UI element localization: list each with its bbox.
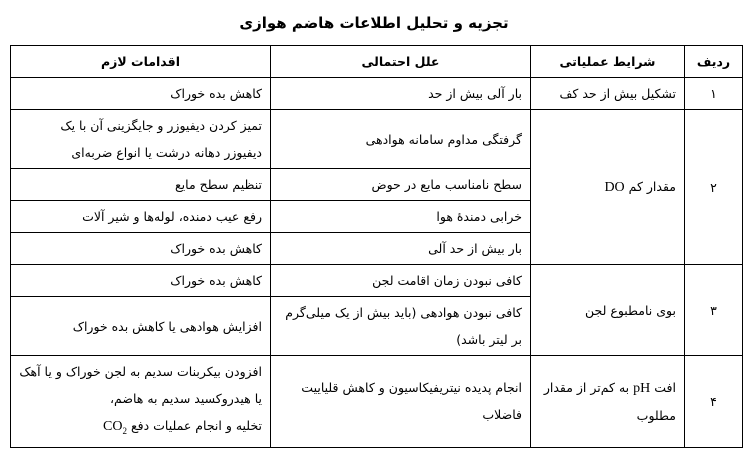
cause-cell: کافی نبودن زمان اقامت لجن — [271, 265, 531, 297]
table-row — [11, 265, 743, 297]
condition-text-a: افت — [654, 379, 676, 395]
cause-cell: بار بیش از حد آلی — [271, 233, 531, 265]
condition-text: مقدار کم — [628, 179, 676, 194]
table-row — [11, 110, 743, 169]
header-conditions: شرایط عملیاتی — [531, 46, 685, 78]
condition-cell: بوی نامطبوع لجن — [531, 265, 685, 356]
header-row — [11, 46, 743, 78]
condition-text-b: به کم‌تر از مقدار مطلوب — [543, 379, 676, 423]
row-number: ۳ — [685, 265, 743, 356]
row-number: ۱ — [685, 78, 743, 110]
row-number: ۲ — [685, 110, 743, 265]
header-causes: علل احتمالی — [271, 46, 531, 78]
action-cell: تمیز کردن دیفیوزر و جایگزینی آن با یک دیفیوزر دهانه درشت یا انواع ضربه‌ای — [11, 110, 271, 169]
action-text: تخلیه و انجام عملیات دفع — [130, 418, 262, 433]
action-cell: تنظیم سطح مایع — [11, 169, 271, 201]
action-line: افزودن بیکربنات سدیم به لجن خوراک و یا آهک یا هیدروکسید سدیم به هاضم، — [19, 364, 262, 406]
cause-cell: خرابی دمندهٔ هوا — [271, 201, 531, 233]
co2-text: CO — [103, 419, 123, 434]
cause-cell: گرفتگی مداوم سامانه هوادهی — [271, 110, 531, 169]
do-label: DO — [604, 180, 625, 195]
action-line — [19, 412, 262, 445]
cause-cell: کافی نبودن هوادهی (باید بیش از یک میلی‌گرم بر لیتر باشد) — [271, 297, 531, 356]
ph-label: pH — [633, 380, 651, 396]
cause-cell: بار آلی بیش از حد — [271, 78, 531, 110]
co2-label — [103, 419, 127, 434]
condition-cell — [531, 110, 685, 265]
row-number: ۴ — [685, 356, 743, 448]
table-row — [11, 356, 743, 448]
condition-cell: تشکیل بیش از حد کف — [531, 78, 685, 110]
action-cell: رفع عیب دمنده، لوله‌ها و شیر آلات — [11, 201, 271, 233]
header-row-number: ردیف — [685, 46, 743, 78]
analysis-table — [10, 45, 743, 448]
action-cell: کاهش بده خوراک — [11, 265, 271, 297]
cause-cell: سطح نامناسب مایع در حوض — [271, 169, 531, 201]
table-row — [11, 78, 743, 110]
condition-cell — [531, 356, 685, 448]
action-cell: افزایش هوادهی یا کاهش بده خوراک — [11, 297, 271, 356]
table-title: تجزیه و تحلیل اطلاعات هاضم هوازی — [239, 14, 509, 32]
header-actions: اقدامات لازم — [11, 46, 271, 78]
action-cell — [11, 356, 271, 448]
cause-cell: انجام پدیده نیتریفیکاسیون و کاهش قلیاییت فاضلاب — [271, 356, 531, 448]
co2-subscript: 2 — [122, 425, 127, 436]
action-cell: کاهش بده خوراک — [11, 78, 271, 110]
action-cell: کاهش بده خوراک — [11, 233, 271, 265]
